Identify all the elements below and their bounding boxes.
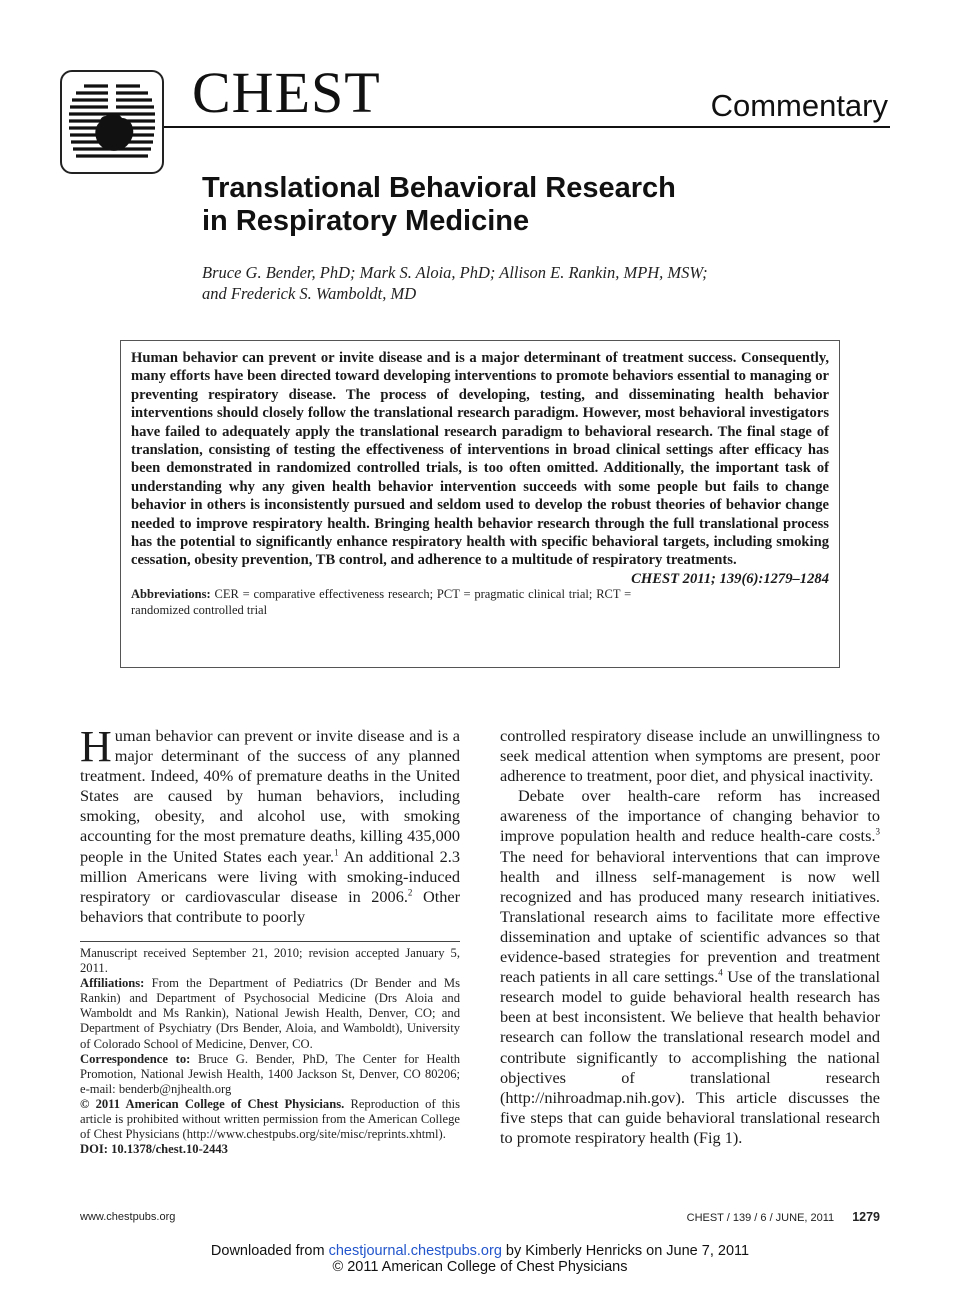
page-number: 1279 [852, 1210, 880, 1224]
chest-logo [60, 70, 164, 174]
affiliations-text: From the Department of Pediatrics (Dr Bender and Ms Rankin) and Department of Psychosocial Medicine (Drs Aloia and Wamboldt and Ms Rankin), National Jewish Health, Denver, CO; and Department of Psychiatry (Drs Bender, Aloia, and Wamboldt), University of Colorado School of Medicine, Denver, CO. [80, 976, 460, 1051]
footnotes [80, 946, 460, 1157]
download-copyright: © 2011 American College of Chest Physicians [332, 1259, 628, 1275]
affiliations-label: Affiliations: [80, 976, 145, 991]
footer-issue [687, 1210, 880, 1224]
lungs-icon [62, 72, 162, 172]
ref-4[interactable]: 4 [718, 967, 723, 978]
abstract-text: Human behavior can prevent or invite disease and is a major determinant of treatment success. Consequently, many efforts have been directed toward developing interventions to promote behaviors essential to managing or preventing respiratory disease. The process of developing, testing, and disseminating health behavior interventions should closely follow the translational research paradigm. However, most behavioral investigators have failed to adequately apply the translational research paradigm to behavioral research. The final stage of translation, consisting of testing the effectiveness of interventions in broad clinical settings after efficacy has been demonstrated in randomized controlled trials, is too often omitted. Additionally, the important task of understanding why any given health behavior intervention succeeds with some people but fails to change behavior in others is inconsistently pursued and seldom used to develop the robust theories of behavior change needed to improve respiratory health. Bringing health behavior research through the full translational process has the potential to significantly enhance respiratory health with specific behavioral targets, including smoking cessation, obesity prevention, TB control, and adherence to a multitude of respiratory treatments. [131, 350, 829, 569]
body-text: uman behavior can prevent or invite disease and is a major determinant of the success of any planned treatment. Indeed, 40% of premature deaths in the United States are caused by human behaviors, including smoking, obesity, and alcohol use, with smoking accounting for the most premature deaths, killing 435,000 people in the United States each year. [80, 726, 460, 866]
copyright-label: © 2011 American College of Chest Physicians. [80, 1096, 345, 1111]
ref-1[interactable]: 1 [334, 847, 339, 858]
header-rule [164, 126, 890, 128]
correspondence-label: Correspondence to: [80, 1051, 191, 1066]
section-label: Commentary [710, 88, 888, 123]
title-line-2: in Respiratory Medicine [202, 205, 530, 237]
doi-text: DOI: 10.1378/chest.10-2443 [80, 1142, 228, 1157]
body-column-left [80, 722, 461, 927]
abstract-box [120, 340, 840, 668]
drop-cap: H [80, 722, 112, 771]
ref-2[interactable]: 2 [407, 887, 413, 898]
download-notice [0, 1243, 960, 1259]
affiliations [80, 976, 460, 1051]
download-suffix: by Kimberly Henricks on June 7, 2011 [501, 1243, 750, 1259]
authors-line-1: Bruce G. Bender, PhD; Mark S. Aloia, PhD; Allison E. Rankin, MPH, MSW; [202, 263, 708, 282]
manuscript-received: Manuscript received September 21, 2010; revision accepted January 5, 2011. [80, 946, 460, 976]
body-column-right [500, 726, 880, 1148]
body-text: The need for behavioral interventions that can improve health and illness self-management is now well recognized and has produced many research initiatives. Translational research aims to facilitate more effective dissemination and uptake of scientific advances so that evidence-based strategies for prevention and treatment reach patients in all care settings. [500, 846, 880, 987]
copyright-text: Reproduction of this article is prohibited without written permission from the American College of Chest Physicians (http://www.chestpubs.org/site/misc/reprints.xhtml). [80, 1096, 460, 1142]
body-text: An additional 2.3 million Americans were living with smoking-induced respiratory or cardiovascular disease in 2006. [80, 846, 460, 906]
correspondence-text: Bruce G. Bender, PhD, The Center for Health Promotion, National Jewish Health, 1400 Jackson St, Denver, CO 80206; e-mail: benderb@njhealth.org [80, 1051, 461, 1096]
citation: CHEST 2011; 139(6):1279–1284 [631, 570, 829, 587]
download-link[interactable]: chestjournal.chestpubs.org [328, 1243, 502, 1259]
issue-info: CHEST / 139 / 6 / JUNE, 2011 [686, 1212, 835, 1224]
abstract [131, 349, 829, 587]
doi [80, 1142, 460, 1157]
body-text: Debate over health-care reform has increased awareness of the importance of changing behavior to improve population health and reduce health-care costs. [500, 786, 880, 846]
download-prefix: Downloaded from [210, 1243, 329, 1259]
body-paragraph: controlled respiratory disease include an unwillingness to seek medical attention when symptoms are present, poor adherence to treatment, poor diet, and physical inactivity. [500, 726, 880, 786]
body-text: Other behaviors that contribute to poorly [80, 886, 461, 926]
copyright-notice [80, 1097, 460, 1142]
body-paragraph [500, 786, 880, 1148]
footnote-rule [80, 941, 460, 942]
body-text: Use of the translational research model to guide behavioral health research has been at best inconsistent. We believe that health behavior research can follow the translational research model and contribute significantly to accomplishing the national objectives of translational research (http://nihroadmap.nih.gov). This article discusses the five steps that can guide behavioral translational research to promote respiratory health (Fig 1). [500, 967, 881, 1147]
ref-3[interactable]: 3 [875, 827, 880, 838]
authors [202, 262, 802, 304]
journal-name: CHEST [192, 60, 381, 125]
abbreviations [131, 586, 829, 618]
correspondence [80, 1052, 460, 1097]
abbreviations-text: CER = comparative effectiveness research; PCT = pragmatic clinical trial; RCT = randomized controlled trial [131, 586, 632, 617]
title-line-1: Translational Behavioral Research [202, 172, 676, 204]
body-paragraph [80, 722, 461, 927]
authors-line-2: and Frederick S. Wamboldt, MD [202, 284, 417, 303]
abbreviations-label: Abbreviations: [131, 586, 211, 601]
footer-url[interactable]: www.chestpubs.org [80, 1211, 176, 1223]
article-title [202, 172, 842, 238]
